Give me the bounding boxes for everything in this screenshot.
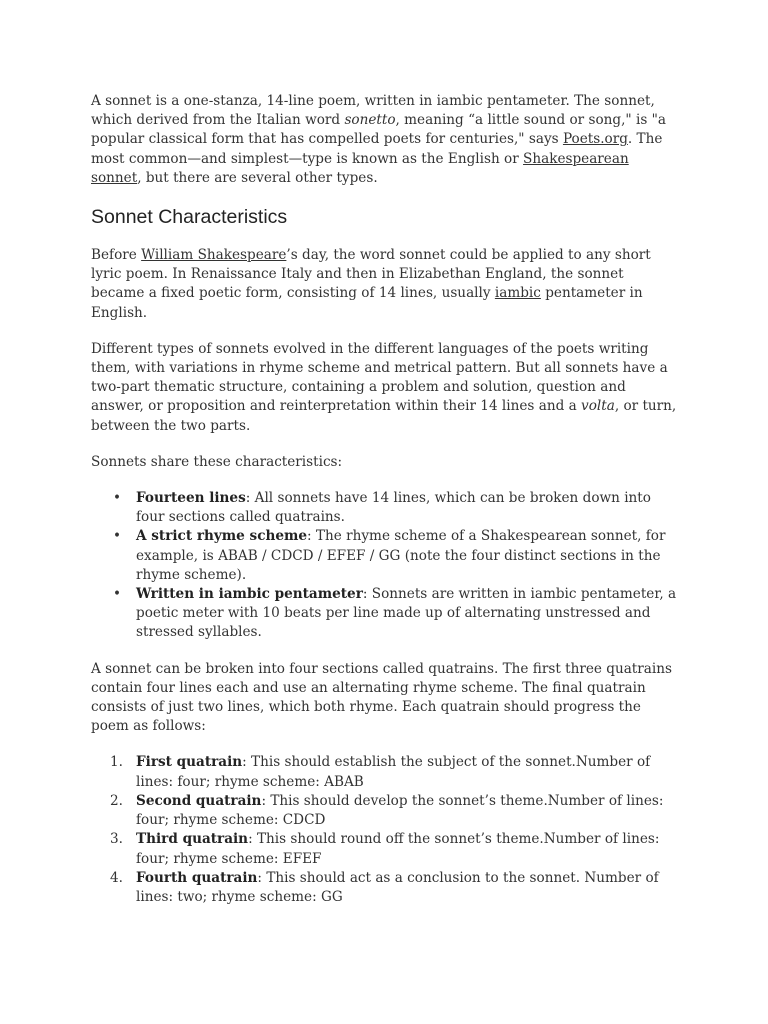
history-text-3: pentameter in English. [91, 285, 643, 321]
list-item-text: : This should round off the sonnet’s theme.Number of lines: four; rhyme scheme: EFEF [136, 831, 660, 867]
types-text-1: Different types of sonnets evolved in the different languages of the poets writing them, with variations in rhyme scheme and metrical pattern. But all sonnets have a two-part thematic structure, containing a problem and solution, question and answer, or proposition and reinterpretation within their 14 lines and a [91, 340, 668, 415]
history-text-1: Before [91, 247, 142, 264]
history-paragraph [91, 246, 681, 323]
intro-paragraph [91, 92, 681, 188]
quatrains-list [91, 753, 681, 907]
list-item-term: Fourteen lines [136, 490, 246, 507]
iambic-link[interactable]: iambic [494, 285, 541, 302]
characteristics-list [91, 489, 681, 643]
list-number: 3. [110, 831, 123, 848]
section-heading: Sonnet Characteristics [91, 206, 288, 229]
types-text-2: , or turn, between the two parts. [91, 398, 677, 434]
list-number: 4. [110, 869, 123, 886]
list-item [91, 792, 681, 830]
list-item [91, 585, 681, 643]
shakespearean-sonnet-link[interactable]: Shakespearean sonnet [91, 150, 629, 186]
intro-text-1: A sonnet is a one-stanza, 14-line poem, written in iambic pentameter. The sonnet, which derived from the Italian word [91, 93, 655, 129]
list-item-term: Written in iambic pentameter [136, 586, 363, 603]
list-item-text: : All sonnets have 14 lines, which can be broken down into four sections called quatrains. [136, 490, 651, 526]
william-shakespeare-link[interactable]: William Shakespeare [141, 247, 287, 264]
bullet-marker: • [113, 490, 122, 507]
list-item-term: First quatrain [136, 754, 243, 771]
characteristics-intro: Sonnets share these characteristics: [91, 453, 343, 470]
volta-emphasis: volta [581, 398, 615, 415]
quatrains-paragraph: A sonnet can be broken into four sections called quatrains. The first three quatrains contain four lines each and use an alternating rhyme scheme. The final quatrain consists of just two lines, which both rhyme. Each quatrain should progress the poem as follows: [91, 660, 672, 735]
list-item [91, 830, 681, 868]
article-body [91, 92, 681, 907]
intro-emphasis-sonetto: sonetto [344, 112, 396, 129]
intro-text-3: . The most common—and simplest—type is known as the English or [91, 131, 663, 167]
list-number: 2. [110, 792, 123, 809]
list-item [91, 753, 681, 791]
list-item-term: A strict rhyme scheme [136, 528, 308, 545]
bullet-marker: • [113, 528, 122, 545]
intro-text-2: , meaning “a little sound or song," is "a popular classical form that has compelled poets for centuries," says [91, 112, 666, 148]
list-number: 1. [110, 754, 123, 771]
bullet-marker: • [113, 586, 122, 603]
list-item-text: : Sonnets are written in iambic pentameter, a poetic meter with 10 beats per line made up of alternating unstressed and stressed syllables. [136, 586, 677, 641]
list-item-term: Fourth quatrain [136, 869, 258, 886]
poets-org-link[interactable]: Poets.org [562, 131, 628, 148]
types-paragraph [91, 340, 681, 436]
list-item [91, 869, 681, 907]
list-item [91, 527, 681, 585]
list-item-text: : This should establish the subject of the sonnet.Number of lines: four; rhyme scheme: ABAB [136, 754, 651, 790]
list-item-term: Third quatrain [136, 831, 249, 848]
list-item-text: : The rhyme scheme of a Shakespearean sonnet, for example, is ABAB / CDCD / EFEF / GG (note the four distinct sections in the rhyme scheme). [136, 528, 666, 583]
list-item-text: : This should develop the sonnet’s theme.Number of lines: four; rhyme scheme: CDCD [136, 792, 664, 829]
list-item [91, 489, 681, 527]
list-item-text: : This should act as a conclusion to the sonnet. Number of lines: two; rhyme scheme: GG [136, 869, 659, 905]
history-text-2: ’s day, the word sonnet could be applied to any short lyric poem. In Renaissance Italy and then in Elizabethan England, the sonnet became a fixed poetic form, consisting of 14 lines, usually [91, 247, 651, 302]
intro-text-4: , but there are several other types. [137, 169, 378, 186]
list-item-term: Second quatrain [136, 792, 262, 809]
